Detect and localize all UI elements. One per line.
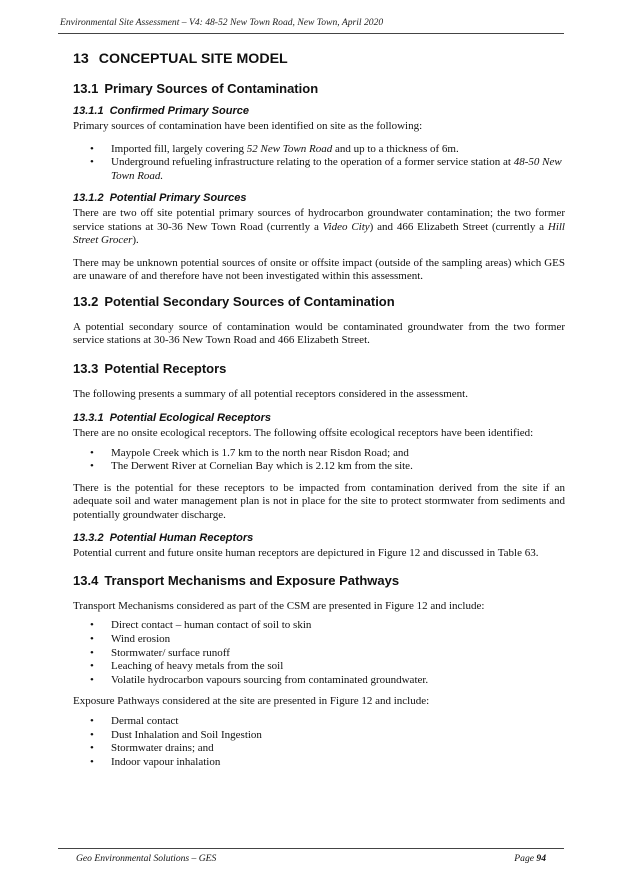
list-item: • Indoor vapour inhalation [90, 755, 221, 768]
section-title: Potential Receptors [104, 360, 227, 376]
paragraph: There are no onsite ecological receptors. The following offsite ecological receptors have been identified: [73, 427, 534, 440]
footer-rule [58, 848, 564, 849]
running-header: Environmental Site Assessment – V4: 48-52 New Town Road, New Town, April 2020 [60, 17, 384, 28]
list-item: • Volatile hydrocarbon vapours sourcing from contaminated groundwater. [90, 673, 429, 686]
section-13-4-heading [73, 572, 565, 590]
section-13-1-heading [73, 80, 565, 98]
paragraph: Transport Mechanisms considered as part of the CSM are presented in Figure 12 and include: [73, 599, 485, 612]
bullet-list [73, 715, 565, 769]
section-title: Potential Ecological Receptors [109, 412, 271, 425]
page-body [73, 49, 565, 777]
section-title: Confirmed Primary Source [109, 105, 249, 117]
section-number: 13.3.2 [73, 532, 104, 545]
list-item: • Dust Inhalation and Soil Ingestion [90, 728, 262, 741]
section-13-1-1-heading [73, 104, 565, 119]
paragraph: There may be unknown potential sources of onsite or offsite impact (outside of the sampling areas) which GES are unaware of and therefore have not been investigated within this assessment. [73, 256, 565, 283]
paragraph: A potential secondary source of contamination would be contaminated groundwater from the two former service stations at 30-36 New Town Road and 466 Elizabeth Street. [73, 320, 565, 347]
section-13-3-heading [73, 360, 565, 378]
footer-company: Geo Environmental Solutions – GES [76, 853, 217, 864]
list-item: • Wind erosion [90, 633, 171, 646]
bullet-icon: • [90, 742, 94, 755]
section-number: 13.4 [73, 572, 99, 588]
bullet-list [73, 619, 565, 687]
section-number: 13.1.2 [73, 192, 104, 205]
bullet-icon: • [90, 646, 94, 659]
section-title: Transport Mechanisms and Exposure Pathways [104, 572, 400, 588]
section-number: 13.1.1 [73, 105, 104, 117]
section-13-heading [73, 49, 565, 69]
paragraph: There is the potential for these receptors to be impacted from contamination derived from the site if an adequate soil and water management plan is not in place for the site to protect stormwater from sediments and potentially groundwater discharge. [73, 481, 565, 521]
list-item: • The Derwent River at Cornelian Bay which is 2.12 km from the site. [90, 460, 413, 473]
list-item: • Dermal contact [90, 714, 179, 727]
list-item: • Stormwater drains; and [90, 742, 214, 755]
bullet-icon: • [90, 755, 94, 768]
list-item: • Underground refueling infrastructure relating to the operation of a former service station at 48-50 New Town Road. [90, 156, 562, 182]
bullet-icon: • [90, 446, 94, 459]
section-13-2-heading [73, 293, 565, 311]
header-rule [58, 33, 564, 34]
section-number: 13 [73, 51, 89, 67]
paragraph: There are two off site potential primary sources of hydrocarbon groundwater contamination; the two former service stations at 30-36 New Town Road (currently a Video City) and 466 Elizabeth Street (currently a Hill Street Grocer). [73, 207, 565, 247]
section-title: Potential Human Receptors [109, 532, 254, 545]
bullet-icon: • [90, 660, 94, 673]
section-title: CONCEPTUAL SITE MODEL [98, 51, 288, 67]
paragraph: Primary sources of contamination have been identified on site as the following: [73, 120, 423, 132]
section-title: Primary Sources of Contamination [104, 81, 319, 96]
paragraph: Potential current and future onsite human receptors are depictured in Figure 12 and discussed in Table 63. [73, 547, 539, 560]
list-item: • Imported fill, largely covering 52 New Town Road and up to a thickness of 6m. [90, 142, 459, 155]
section-title: Potential Secondary Sources of Contamination [104, 293, 395, 309]
section-number: 13.3 [73, 360, 99, 376]
bullet-icon: • [90, 633, 94, 646]
bullet-icon: • [90, 728, 94, 741]
section-13-3-2-heading [73, 531, 565, 546]
section-number: 13.1 [73, 81, 99, 96]
bullet-icon: • [90, 673, 94, 686]
section-13-1-2-heading [73, 191, 565, 206]
section-number: 13.3.1 [73, 412, 104, 425]
bullet-icon: • [90, 460, 94, 473]
paragraph: The following presents a summary of all potential receptors considered in the assessment. [73, 387, 468, 400]
bullet-icon: • [90, 142, 94, 155]
bullet-icon: • [90, 156, 94, 169]
section-13-3-1-heading [73, 411, 565, 426]
bullet-icon: • [90, 714, 94, 727]
section-title: Potential Primary Sources [109, 192, 247, 205]
list-item: • Stormwater/ surface runoff [90, 646, 230, 659]
section-number: 13.2 [73, 293, 99, 309]
list-item: • Leaching of heavy metals from the soil [90, 660, 284, 673]
paragraph: Exposure Pathways considered at the site are presented in Figure 12 and include: [73, 695, 430, 708]
list-item: • Maypole Creek which is 1.7 km to the north near Risdon Road; and [90, 446, 409, 459]
bullet-icon: • [90, 619, 94, 632]
bullet-list [73, 447, 565, 474]
page-number: Page 94 [514, 853, 546, 864]
bullet-list [73, 143, 565, 184]
list-item: • Direct contact – human contact of soil to skin [90, 619, 312, 632]
